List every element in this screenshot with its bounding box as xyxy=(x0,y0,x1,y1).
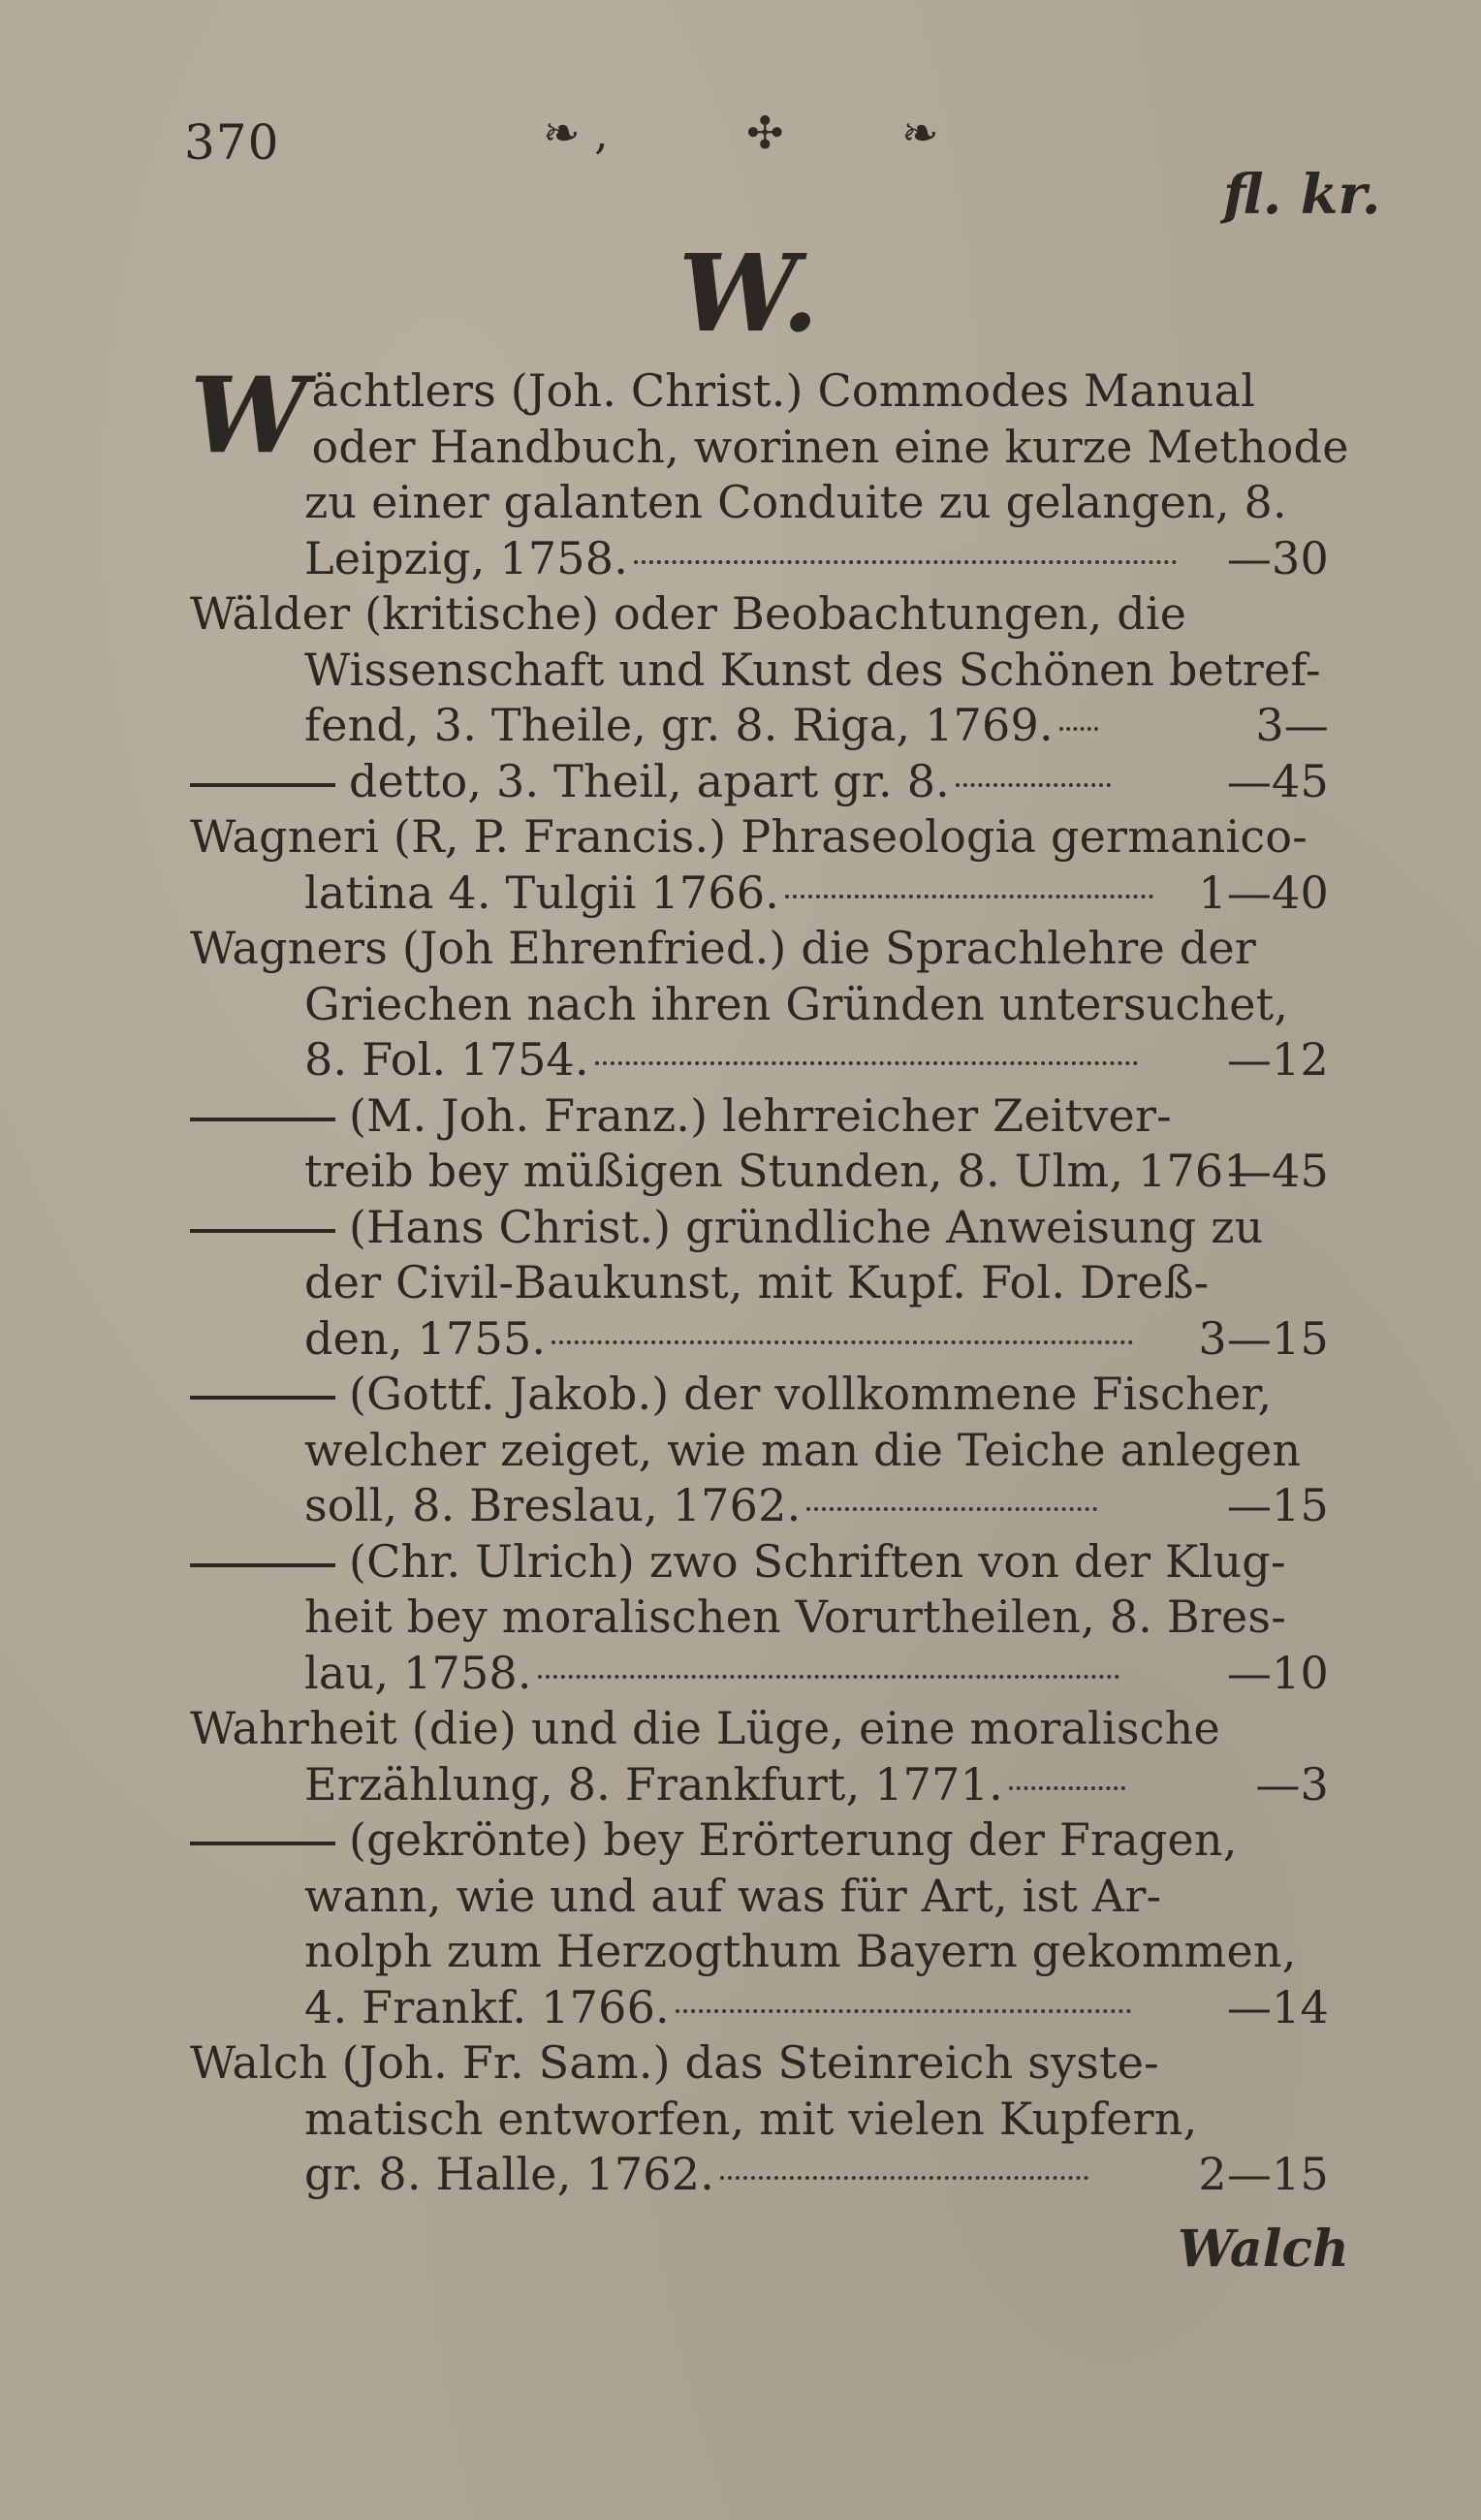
entry-text: detto, 3. Theil, apart gr. 8. xyxy=(349,754,950,807)
entry-line xyxy=(190,921,1329,977)
entry-text: (gekrönte) bey Erörterung der Fragen, xyxy=(349,1813,1238,1866)
price: —45 xyxy=(1226,1145,1329,1197)
dot-leader xyxy=(595,1061,1138,1065)
entry-line xyxy=(190,1311,1329,1368)
ditto-dash xyxy=(190,1229,335,1233)
entry-text: matisch entworfen, mit vielen Kupfern, xyxy=(304,2092,1198,2145)
entry-line xyxy=(190,1144,1329,1200)
page-number: 370 xyxy=(184,114,280,171)
entry-line xyxy=(190,1032,1329,1088)
entry-line xyxy=(190,1757,1329,1813)
entry-text: Wagners (Joh Ehrenfried.) die Sprachlehre der xyxy=(190,922,1256,974)
price: 3— xyxy=(1255,699,1329,751)
entry-text: soll, 8. Breslau, 1762. xyxy=(304,1479,802,1531)
entry-text: treib bey müßigen Stunden, 8. Ulm, 1761 xyxy=(304,1145,1252,1197)
entry-text: heit bey moralischen Vorurtheilen, 8. Bres- xyxy=(304,1591,1286,1643)
entry-text: wann, wie und auf was für Art, ist Ar- xyxy=(304,1869,1162,1922)
entry-line xyxy=(190,586,1329,643)
catalog-entries xyxy=(190,355,1349,2203)
dot-leader xyxy=(676,2009,1131,2013)
ornament-center: ✣ xyxy=(746,107,784,159)
entry-line xyxy=(190,1255,1329,1311)
entry-text: gr. 8. Halle, 1762. xyxy=(304,2148,715,2200)
price: —30 xyxy=(1226,531,1329,584)
entry-line xyxy=(190,1423,1329,1479)
drop-initial: W xyxy=(190,355,308,477)
dot-leader xyxy=(634,560,1177,564)
price: —45 xyxy=(1226,754,1329,807)
entry-text: (M. Joh. Franz.) lehrreicher Zeitver- xyxy=(349,1088,1172,1142)
dot-leader xyxy=(806,1507,1097,1511)
entry-text: der Civil-Baukunst, mit Kupf. Fol. Dreß- xyxy=(304,1256,1210,1308)
ditto-dash xyxy=(190,1396,335,1400)
entry-text: 4. Frankf. 1766. xyxy=(304,1980,670,2033)
entry-line xyxy=(190,1367,1329,1423)
price: 2—15 xyxy=(1198,2148,1329,2200)
entry-text: ächtlers (Joh. Christ.) Commodes Manual xyxy=(311,364,1256,417)
price: —10 xyxy=(1226,1646,1329,1699)
entry-text: Leipzig, 1758. xyxy=(304,531,629,584)
entry-text: Wissenschaft und Kunst des Schönen betref- xyxy=(304,643,1321,696)
entry-line xyxy=(190,977,1329,1033)
entry-line xyxy=(190,866,1329,922)
entry-text: Erzählung, 8. Frankfurt, 1771. xyxy=(304,1757,1003,1811)
entry-line xyxy=(190,1869,1329,1925)
entry-text: Wahrheit (die) und die Lüge, eine moralische xyxy=(190,1702,1220,1754)
entry-line xyxy=(190,531,1329,587)
price: —14 xyxy=(1226,1980,1329,2033)
catchword: Walch xyxy=(1178,2220,1349,2279)
price: 3—15 xyxy=(1198,1311,1329,1365)
entry-text: Wälder (kritische) oder Beobachtungen, die xyxy=(190,587,1187,640)
price: —12 xyxy=(1226,1033,1329,1086)
entry-text: nolph zum Herzogthum Bayern gekommen, xyxy=(304,1925,1297,1977)
dot-leader xyxy=(956,783,1111,787)
entry-line xyxy=(190,475,1329,531)
entry-text: 8. Fol. 1754. xyxy=(304,1033,589,1086)
entry-line xyxy=(190,698,1329,754)
entry-text: (Chr. Ulrich) zwo Schriften von der Klug- xyxy=(349,1534,1286,1588)
entry-line xyxy=(190,1980,1329,2036)
entry-text: Walch (Joh. Fr. Sam.) das Steinreich syste- xyxy=(190,2036,1159,2089)
entry-text: Wagneri (R, P. Francis.) Phraseologia germanico- xyxy=(190,810,1308,863)
entry-text: oder Handbuch, worinen eine kurze Methode xyxy=(311,420,1349,473)
entry-line xyxy=(190,2035,1329,2092)
entry-text: lau, 1758. xyxy=(304,1646,532,1699)
dot-leader xyxy=(720,2176,1088,2180)
price: 1—40 xyxy=(1198,866,1329,919)
entry-line xyxy=(190,1534,1329,1591)
ditto-dash xyxy=(190,1118,335,1121)
entry-line xyxy=(190,1088,1329,1145)
dot-leader xyxy=(785,895,1153,898)
entry-line xyxy=(190,2092,1329,2148)
entry-text: welcher zeiget, wie man die Teiche anlegen xyxy=(304,1423,1302,1476)
ditto-dash xyxy=(190,783,335,787)
section-letter: W. xyxy=(678,231,819,356)
entry-line xyxy=(190,643,1329,699)
entry-line xyxy=(190,2147,1329,2203)
entry-line xyxy=(190,1701,1329,1757)
entry-text: (Gottf. Jakob.) der vollkommene Fischer, xyxy=(349,1368,1273,1420)
currency-header: fl. kr. xyxy=(1223,163,1381,227)
entry-text: zu einer galanten Conduite zu gelangen, 8. xyxy=(304,476,1287,528)
entry-text: den, 1755. xyxy=(304,1311,547,1365)
ditto-dash xyxy=(190,1563,335,1567)
dot-leader xyxy=(551,1340,1133,1344)
price: —3 xyxy=(1255,1757,1329,1811)
ornament-right: ❧ xyxy=(901,107,939,159)
entry-text: Griechen nach ihren Gründen untersuchet, xyxy=(304,977,1289,1030)
entry-line xyxy=(190,1646,1329,1702)
entry-line xyxy=(190,809,1329,866)
entry-text: fend, 3. Theile, gr. 8. Riga, 1769. xyxy=(304,699,1054,751)
entry-line xyxy=(190,1478,1329,1534)
ditto-dash xyxy=(190,1842,335,1845)
dot-leader xyxy=(1059,727,1098,731)
entry-text: latina 4. Tulgii 1766. xyxy=(304,866,780,919)
entry-line xyxy=(190,1812,1329,1869)
entry-line xyxy=(190,1924,1329,1980)
entry-line xyxy=(190,1200,1329,1256)
dot-leader xyxy=(538,1675,1119,1679)
price: —15 xyxy=(1226,1479,1329,1531)
entry-line xyxy=(190,754,1329,810)
entry-line xyxy=(190,1590,1329,1646)
entry-text: (Hans Christ.) gründliche Anweisung zu xyxy=(349,1200,1264,1253)
dot-leader xyxy=(1009,1786,1125,1790)
ornament-left: ❧ , xyxy=(543,107,609,159)
entry-line xyxy=(190,420,1349,476)
